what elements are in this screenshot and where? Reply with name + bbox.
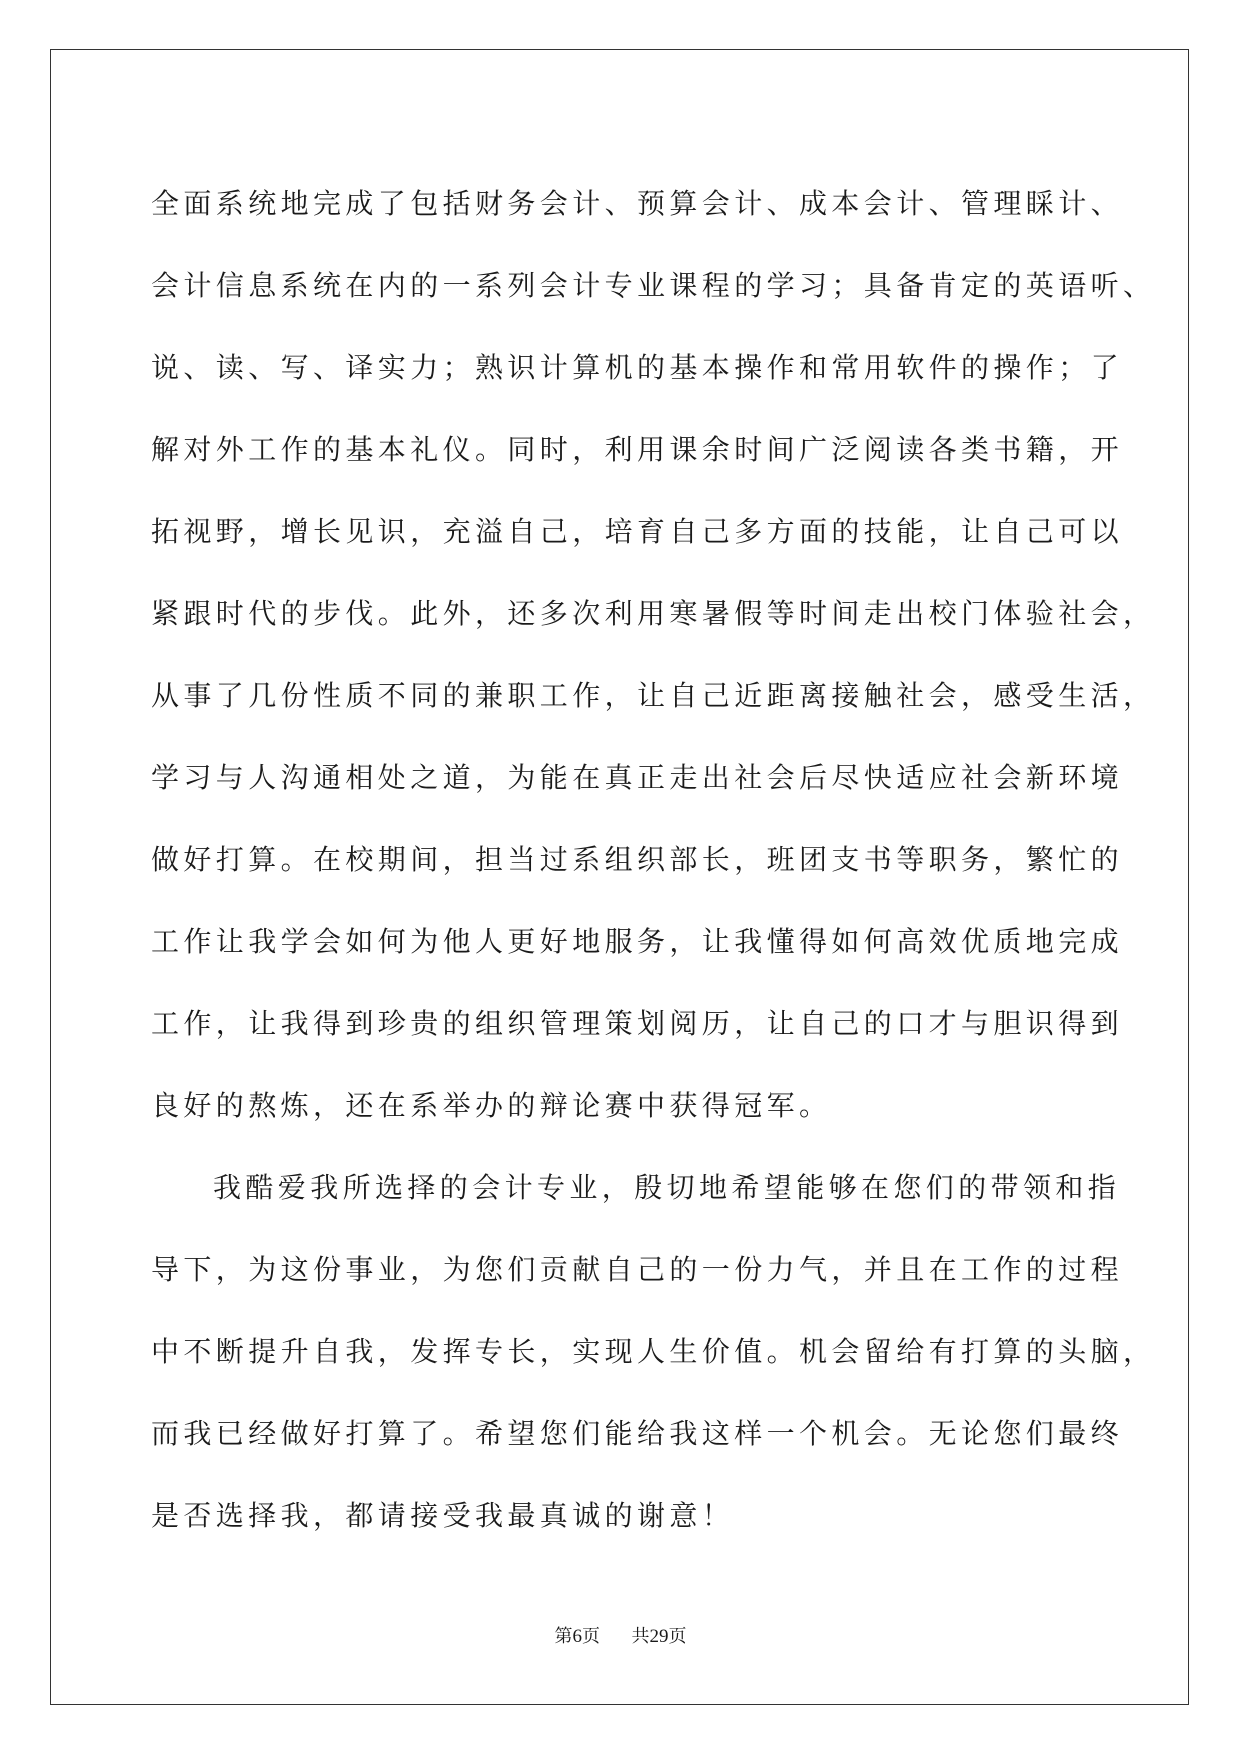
page-footer <box>0 1622 1241 1648</box>
total-prefix: 共 <box>631 1626 650 1647</box>
text-line: 说、读、写、译实力；熟识计算机的基本操作和常用软件的操作；了 <box>151 351 1124 384</box>
document-body <box>151 163 1156 1557</box>
text-line: 拓视野，增长见识，充溢自己，培育自己多方面的技能，让自己可以 <box>151 515 1124 548</box>
text-line: 紧跟时代的步伐。此外，还多次利用寒暑假等时间走出校门体验社会， <box>151 597 1156 630</box>
paragraph-first-line: 我酷爱我所选择的会计专业，殷切地希望能够在您们的带领和指 <box>213 1171 1121 1204</box>
text-line: 工作让我学会如何为他人更好地服务，让我懂得如何高效优质地完成 <box>151 925 1124 958</box>
text-line: 而我已经做好打算了。希望您们能给我这样一个机会。无论您们最终 <box>151 1417 1124 1450</box>
text-line: 工作，让我得到珍贵的组织管理策划阅历，让自己的口才与胆识得到 <box>151 1007 1124 1040</box>
text-line: 导下，为这份事业，为您们贡献自己的一份力气，并且在工作的过程 <box>151 1253 1124 1286</box>
text-line: 做好打算。在校期间，担当过系组织部长，班团支书等职务，繁忙的 <box>151 843 1124 876</box>
text-line: 良好的熬炼，还在系举办的辩论赛中获得冠军。 <box>151 1089 832 1122</box>
total-suffix: 页 <box>668 1626 687 1647</box>
page-number: 6 <box>572 1626 583 1647</box>
text-line: 解对外工作的基本礼仪。同时，利用课余时间广泛阅读各类书籍，开 <box>151 433 1124 466</box>
text-line: 学习与人沟通相处之道，为能在真正走出社会后尽快适应社会新环境 <box>151 761 1124 794</box>
text-line: 是否选择我，都请接受我最真诚的谢意！ <box>151 1499 735 1532</box>
text-line: 中不断提升自我，发挥专长，实现人生价值。机会留给有打算的头脑， <box>151 1335 1156 1368</box>
page-suffix: 页 <box>582 1626 601 1647</box>
total-pages: 29 <box>649 1626 669 1647</box>
text-line: 会计信息系统在内的一系列会计专业课程的学习；具备肯定的英语听、 <box>151 269 1156 302</box>
text-line: 从事了几份性质不同的兼职工作，让自己近距离接触社会，感受生活， <box>151 679 1156 712</box>
text-line: 全面系统地完成了包括财务会计、预算会计、成本会计、管理睬计、 <box>151 187 1124 220</box>
page-prefix: 第 <box>554 1626 573 1647</box>
